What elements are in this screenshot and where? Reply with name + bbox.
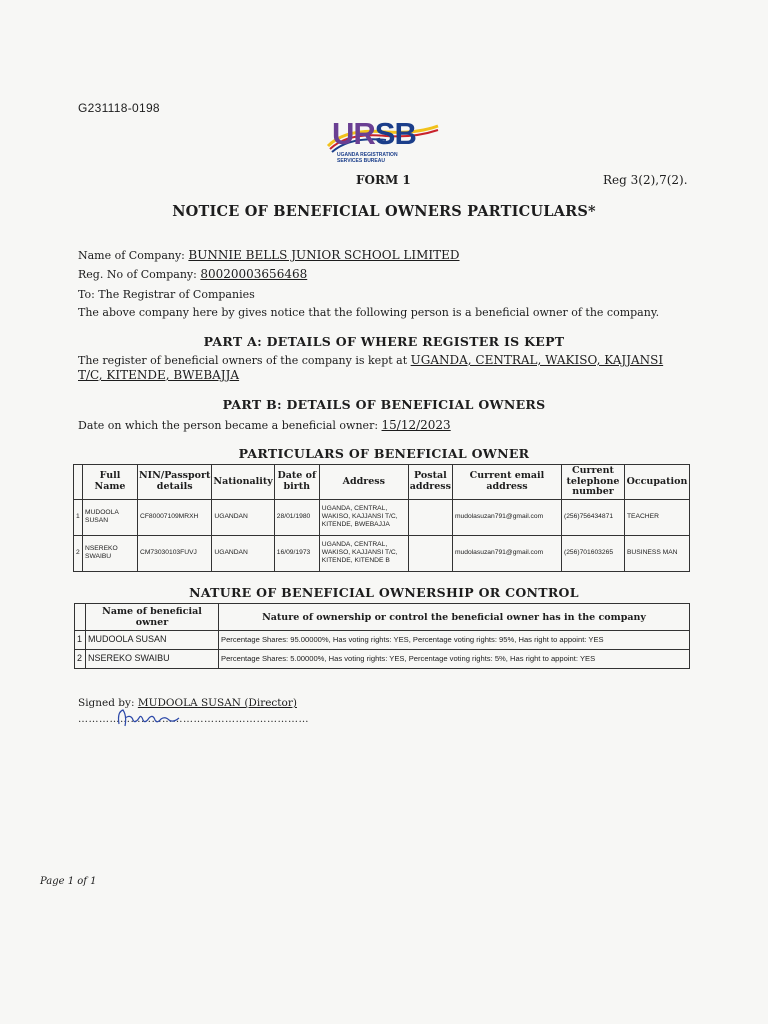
table-row	[75, 650, 690, 669]
logo-subtitle	[337, 153, 398, 164]
col-nin: NIN/Passport details	[138, 465, 212, 500]
col-number	[74, 465, 83, 500]
particulars-heading: PARTICULARS OF BENEFICIAL OWNER	[238, 446, 530, 461]
logo-subtitle-line1: UGANDA REGISTRATION	[337, 152, 398, 158]
particulars-table	[73, 464, 690, 572]
col-phone: Current telephone number	[561, 465, 624, 500]
owner-nationality: UGANDAN	[212, 499, 274, 535]
nature-header-row	[75, 604, 690, 631]
reference-number: G231118-0198	[78, 101, 160, 115]
company-reg-line	[78, 267, 307, 281]
table-row	[74, 499, 690, 535]
owner-occupation: BUSINESS MAN	[624, 535, 689, 571]
table-row	[74, 535, 690, 571]
page-number: Page 1 of 1	[40, 876, 97, 887]
logo-wordmark-sb: SB	[374, 116, 416, 151]
nature-detail: Percentage Shares: 5.00000%, Has voting rights: YES, Percentage voting rights: 5%, Has right to appoint: YES	[219, 650, 690, 669]
owner-address: UGANDA, CENTRAL, WAKISO, KAJJANSI T/C, KITENDE, BWEBAJJA	[319, 499, 408, 535]
nature-detail: Percentage Shares: 95.00000%, Has voting rights: YES, Percentage voting rights: 95%, Has right to appoint: YES	[219, 631, 690, 650]
notice-line: The above company here by gives notice that the following person is a beneficial owner of the company.	[78, 306, 660, 319]
company-reg-value: 80020003656468	[200, 267, 308, 281]
owner-nin: CF80007109MRXH	[138, 499, 212, 535]
registrar-line: To: The Registrar of Companies	[78, 288, 255, 301]
owner-dob: 28/01/1980	[274, 499, 319, 535]
part-a-prefix: The register of beneficial owners of the company is kept at	[78, 354, 408, 367]
owner-postal	[408, 535, 452, 571]
signed-by-line	[78, 697, 297, 709]
part-b-heading: PART B: DETAILS OF BENEFICIAL OWNERS	[222, 397, 546, 412]
owner-phone: (256)701603265	[561, 535, 624, 571]
ursb-logo	[326, 118, 442, 168]
handwritten-signature-icon	[113, 706, 185, 730]
logo-wordmark: URSB	[332, 116, 416, 151]
nature-owner-name: MUDOOLA SUSAN	[86, 631, 219, 650]
owner-address: UGANDA, CENTRAL, WAKISO, KAJJANSI T/C, KITENDE, KITENDE B	[319, 535, 408, 571]
row-number: 2	[74, 535, 83, 571]
company-reg-label: Reg. No of Company:	[78, 268, 197, 281]
row-number: 1	[75, 631, 86, 650]
signature-dots: …………………………………………………………	[78, 714, 309, 725]
company-name-line	[78, 248, 460, 262]
col-postal: Postal address	[408, 465, 452, 500]
owner-name: MUDOOLA SUSAN	[83, 499, 138, 535]
register-location: UGANDA, CENTRAL, WAKISO, KAJJANSI T/C, KITENDE, BWEBAJJA	[78, 353, 664, 382]
col-address: Address	[319, 465, 408, 500]
owner-name: NSEREKO SWAIBU	[83, 535, 138, 571]
row-number: 2	[75, 650, 86, 669]
part-a-heading: PART A: DETAILS OF WHERE REGISTER IS KEPT	[203, 334, 565, 349]
beneficial-date-value: 15/12/2023	[381, 418, 451, 432]
col-number	[75, 604, 86, 631]
col-email: Current email address	[452, 465, 561, 500]
form-label: FORM 1	[356, 173, 411, 187]
owner-phone: (256)756434871	[561, 499, 624, 535]
table-row	[75, 631, 690, 650]
part-a-text	[78, 353, 688, 383]
owner-email: mudolasuzan791@gmail.com	[452, 535, 561, 571]
col-dob: Date of birth	[274, 465, 319, 500]
regulation-reference: Reg 3(2),7(2).	[603, 173, 688, 187]
col-owner-name: Name of beneficial owner	[86, 604, 219, 631]
beneficial-date-label: Date on which the person became a beneficial owner:	[78, 419, 379, 432]
beneficial-date-line	[78, 418, 451, 432]
row-number: 1	[74, 499, 83, 535]
owner-occupation: TEACHER	[624, 499, 689, 535]
signer-name: MUDOOLA SUSAN (Director)	[137, 697, 297, 709]
owner-email: mudolasuzan791@gmail.com	[452, 499, 561, 535]
nature-owner-name: NSEREKO SWAIBU	[86, 650, 219, 669]
owner-nin: CM73030103FUVJ	[138, 535, 212, 571]
company-name-value: BUNNIE BELLS JUNIOR SCHOOL LIMITED	[188, 248, 460, 262]
col-full-name: Full Name	[83, 465, 138, 500]
company-name-label: Name of Company:	[78, 249, 185, 262]
logo-subtitle-line2: SERVICES BUREAU	[337, 157, 385, 164]
owner-nationality: UGANDAN	[212, 535, 274, 571]
owner-dob: 16/09/1973	[274, 535, 319, 571]
signed-by-label: Signed by:	[78, 697, 135, 709]
nature-table	[74, 603, 690, 669]
document-title: NOTICE OF BENEFICIAL OWNERS PARTICULARS*	[172, 203, 596, 220]
owner-postal	[408, 499, 452, 535]
col-nature: Nature of ownership or control the beneficial owner has in the company	[219, 604, 690, 631]
particulars-header-row	[74, 465, 690, 500]
nature-heading: NATURE OF BENEFICIAL OWNERSHIP OR CONTROL	[189, 585, 579, 600]
col-nationality: Nationality	[212, 465, 274, 500]
col-occupation: Occupation	[624, 465, 689, 500]
